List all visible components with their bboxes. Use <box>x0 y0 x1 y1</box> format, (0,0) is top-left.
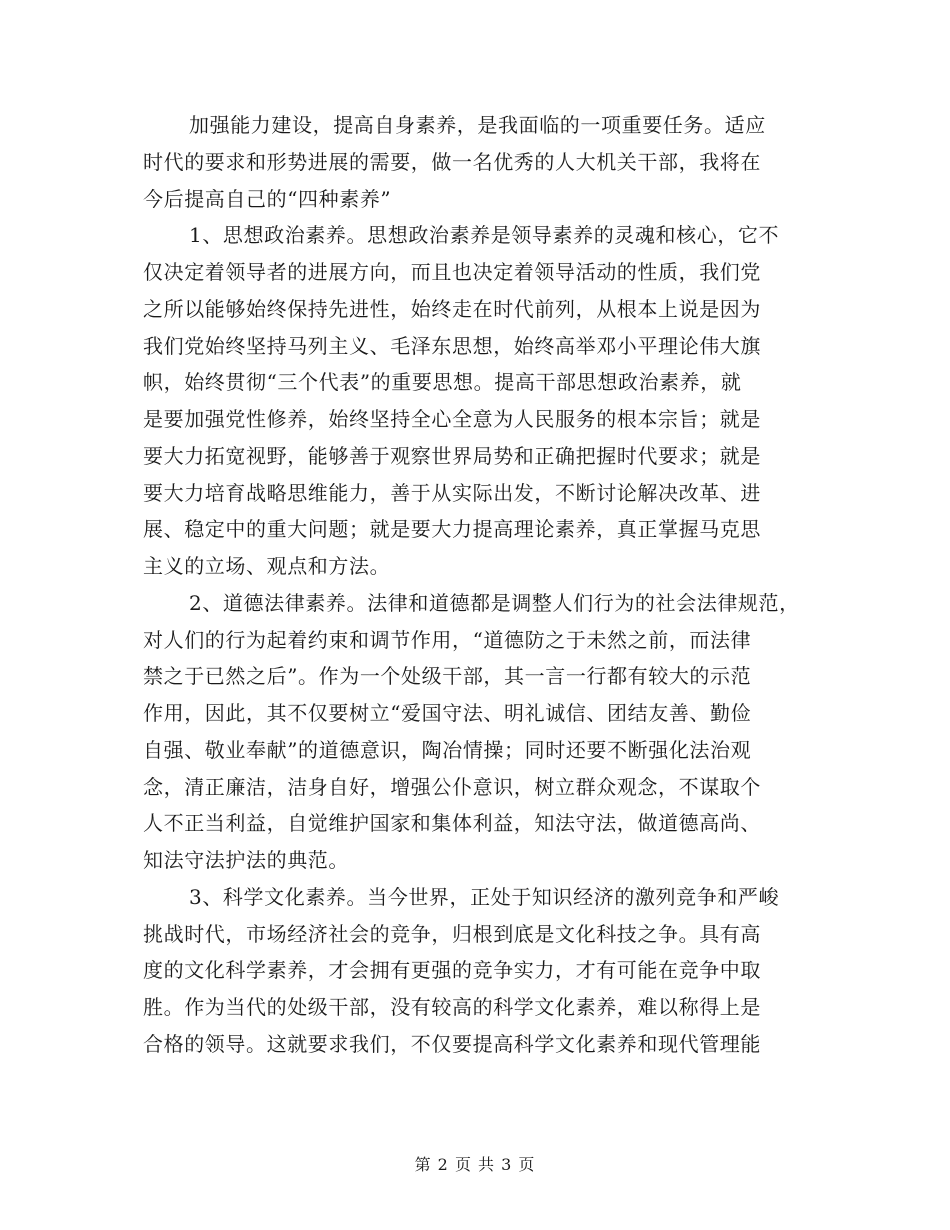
text-line: 度的文化科学素养，才会拥有更强的竞争实力，才有可能在竞争中取 <box>143 958 761 983</box>
text-line: 挑战时代，市场经济社会的竞争，归根到底是文化科技之争。具有高 <box>143 921 761 946</box>
text-line: 作用，因此，其不仅要树立“爱国守法、明礼诚信、团结友善、勤俭 <box>143 701 752 725</box>
text-line: 展、稳定中的重大问题；就是要大力提高理论素养，真正掌握马克思 <box>143 517 761 542</box>
text-line: 对人们的行为起着约束和调节作用，“道德防之于未然之前，而法律 <box>143 627 752 652</box>
text-line: 是要加强党性修养，始终坚持全心全意为人民服务的根本宗旨；就是 <box>143 407 761 431</box>
page-number-footer: 第 2 页 共 3 页 <box>414 1155 536 1174</box>
text-line: 我们党始终坚持马列主义、毛泽东思想，始终高举邓小平理论伟大旗 <box>143 333 761 358</box>
text-line: 人不正当利益，自觉维护国家和集体利益，知法守法，做道德高尚、 <box>143 811 761 836</box>
text-line: 念，清正廉洁，洁身自好，增强公仆意识，树立群众观念，不谋取个 <box>143 774 761 799</box>
text-line: 1、思想政治素养。思想政治素养是领导素养的灵魂和核心，它不 <box>189 223 780 248</box>
text-line: 要大力培育战略思维能力，善于从实际出发，不断讨论解决改革、进 <box>143 480 761 505</box>
text-line: 之所以能够始终保持先进性，始终走在时代前列，从根本上说是因为 <box>143 296 761 321</box>
document-body <box>143 107 815 1063</box>
text-line: 主义的立场、观点和方法。 <box>143 554 391 578</box>
text-line: 自强、敬业奉献”的道德意识，陶冶情操；同时还要不断强化法治观 <box>143 737 752 762</box>
text-line: 要大力拓宽视野，能够善于观察世界局势和正确把握时代要求；就是 <box>143 443 761 468</box>
text-line: 仅决定着领导者的进展方向，而且也决定着领导活动的性质，我们党 <box>143 260 761 284</box>
text-line: 禁之于已然之后”。作为一个处级干部，其一言一行都有较大的示范 <box>143 664 752 689</box>
text-line: 3、科学文化素养。当今世界，正处于知识经济的激列竞争和严峻 <box>189 884 780 909</box>
text-line: 胜。作为当代的处级干部，没有较高的科学文化素养，难以称得上是 <box>143 995 761 1019</box>
text-line: 知法守法护法的典范。 <box>143 848 349 872</box>
text-line: 今后提高自己的“四种素养” <box>143 186 392 211</box>
text-line: 帜，始终贯彻“三个代表”的重要思想。提高干部思想政治素养，就 <box>143 370 742 395</box>
text-line: 合格的领导。这就要求我们，不仅要提高科学文化素养和现代管理能 <box>143 1031 761 1056</box>
text-line: 加强能力建设，提高自身素养，是我面临的一项重要任务。适应 <box>189 113 766 137</box>
text-line: 2、道德法律素养。法律和道德都是调整人们行为的社会法律规范， <box>189 590 800 615</box>
text-line: 时代的要求和形势进展的需要，做一名优秀的人大机关干部，我将在 <box>143 149 761 174</box>
